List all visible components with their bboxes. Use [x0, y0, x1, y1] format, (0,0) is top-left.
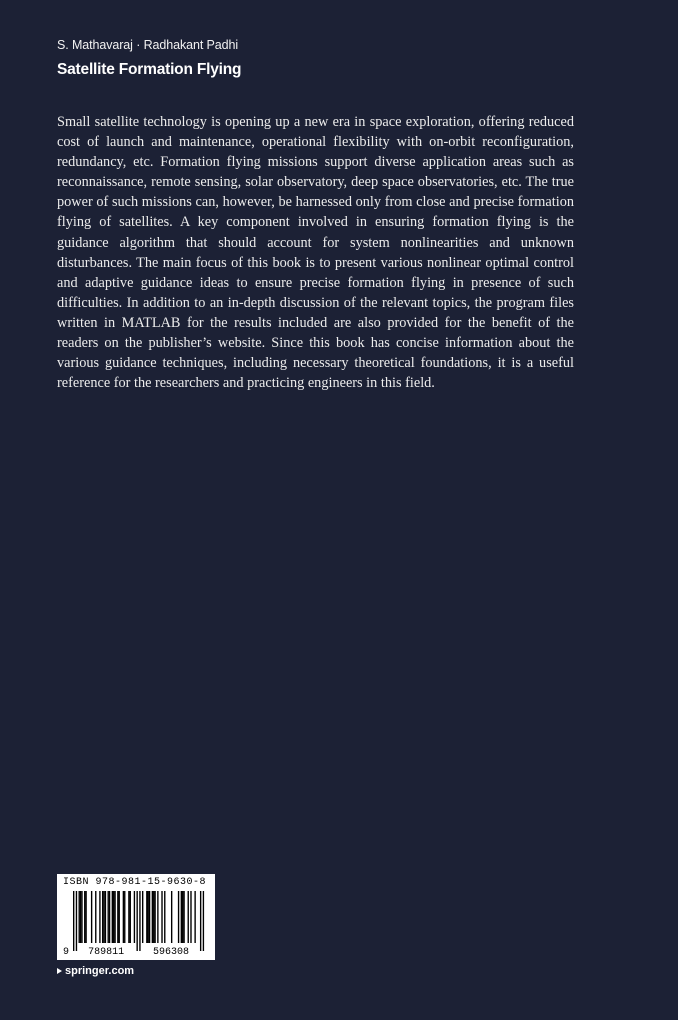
barcode-bar: [203, 891, 204, 951]
publisher-link[interactable]: [57, 965, 134, 977]
author-names: S. Mathavaraj · Radhakant Padhi: [57, 38, 239, 52]
barcode-bar: [95, 891, 96, 943]
barcode-bar: [183, 891, 184, 943]
barcode-bar: [182, 891, 183, 943]
barcode-bar: [154, 891, 155, 943]
barcode-bar: [134, 891, 135, 943]
barcode-bar: [130, 891, 131, 943]
barcode-bar: [79, 891, 80, 943]
barcode-image: [63, 891, 209, 957]
barcode-bar: [200, 891, 201, 951]
barcode-bar: [146, 891, 147, 943]
triangle-arrow-icon: [57, 968, 62, 974]
barcode-bar: [84, 891, 85, 943]
barcode-bar: [85, 891, 86, 943]
barcode-bar: [190, 891, 191, 943]
publisher-url: springer.com: [65, 965, 135, 977]
barcode-bar: [188, 891, 189, 943]
barcode-bar: [76, 891, 77, 951]
barcode-bar: [152, 891, 153, 943]
barcode-bar: [153, 891, 154, 943]
barcode-bar: [114, 891, 115, 943]
barcode-bar: [142, 891, 143, 943]
barcode-bar: [117, 891, 118, 943]
book-title: Satellite Formation Flying: [57, 61, 242, 78]
barcode-bar: [194, 891, 195, 943]
barcode-bar: [136, 891, 137, 951]
barcode-digits: 9: [63, 947, 70, 957]
barcode-bar: [128, 891, 129, 943]
barcode-bar: [113, 891, 114, 943]
barcode-bar: [149, 891, 150, 943]
barcode-bar: [161, 891, 162, 943]
barcode-bar: [105, 891, 106, 943]
barcode-bar: [108, 891, 109, 943]
barcode-bar: [181, 891, 182, 943]
barcode-bar: [139, 891, 140, 951]
barcode-bar: [112, 891, 113, 943]
barcode-bar: [171, 891, 172, 943]
barcode-bar: [157, 891, 158, 943]
barcode-digits: 789811: [88, 947, 125, 957]
barcode-bar: [103, 891, 104, 943]
barcode-bar: [81, 891, 82, 943]
barcode-digits: 596308: [152, 947, 189, 957]
barcode-bar: [123, 891, 124, 943]
barcode-bar: [102, 891, 103, 943]
barcode-bar: [164, 891, 165, 943]
barcode-bar: [119, 891, 120, 943]
book-description: Small satellite technology is opening up a new era in space exploration, offering reduced cost of launch and maintenance, operational flexibility with on-orbit reconfiguration, redundancy, etc. Formation flying missions support diverse application areas such as reconnaissance, remote sensing, solar observatory, deep space observatories, etc. The true power of such missions can, however, be harnessed only from close and precise formation flying of satellites. A key component involved in ensuring formation flying is the guidance algorithm that should account for system nonlinearities and unknown disturbances. The main focus of this book is to present various nonlinear optimal control and adaptive guidance ideas to ensure precise formation flying in presence of such difficulties. In addition to an in-depth discussion of the relevant topics, the program files written in MATLAB for the results included are also provided for the benefit of the readers on the publisher’s website. Since this book has concise information about the various guidance techniques, including necessary theoretical foundations, it is a useful reference for the researchers and practicing engineers in this field.: [57, 114, 574, 392]
barcode-bar: [99, 891, 100, 943]
barcode-bar: [109, 891, 110, 943]
isbn-barcode-box: [57, 874, 215, 960]
barcode-bar: [80, 891, 81, 943]
barcode-bar: [124, 891, 125, 943]
isbn-label: ISBN 978-981-15-9630-8: [63, 877, 207, 888]
barcode-bar: [91, 891, 92, 943]
barcode-bar: [148, 891, 149, 943]
barcode-bar: [73, 891, 74, 951]
barcode-bar: [178, 891, 179, 943]
